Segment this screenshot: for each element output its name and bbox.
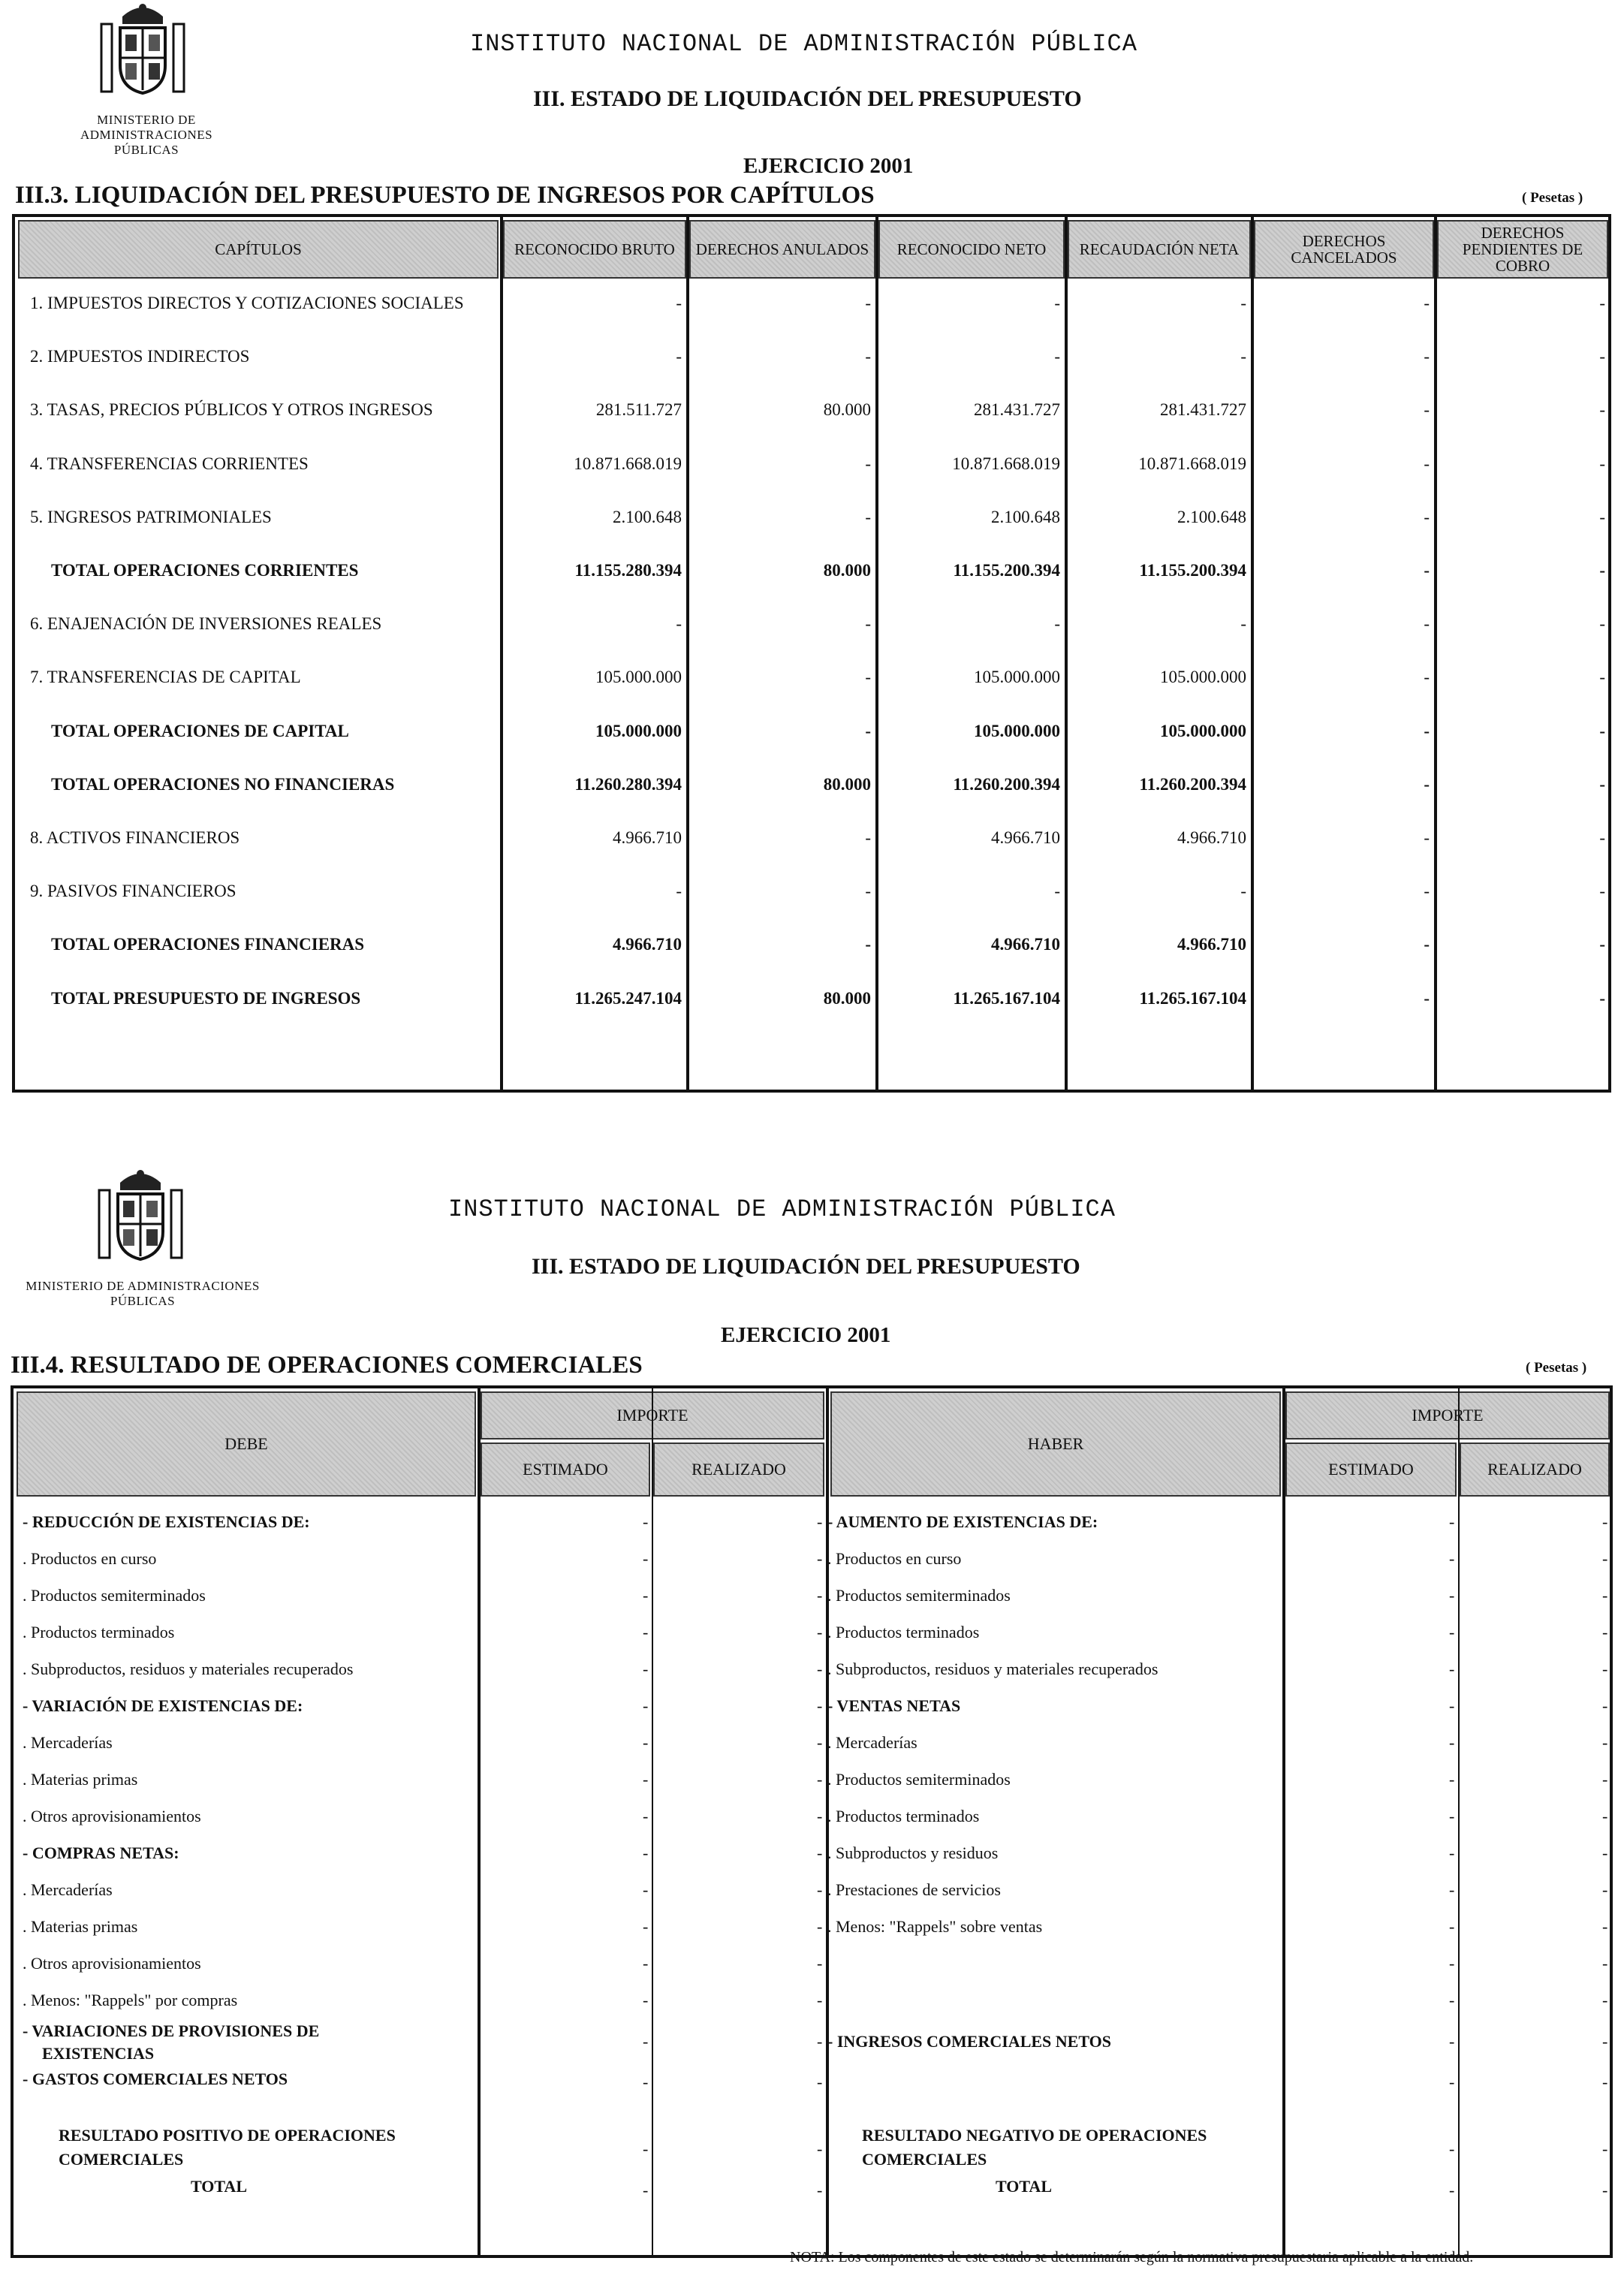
row-value: 11.265.167.104 xyxy=(1139,988,1246,1008)
row-value: - xyxy=(1599,882,1605,901)
amount-dash: - xyxy=(1602,1586,1608,1605)
row-value: - xyxy=(1599,614,1605,634)
header-realizado-debe: REALIZADO xyxy=(653,1442,824,1497)
amount-dash: - xyxy=(643,1696,649,1715)
row-value: - xyxy=(1240,347,1246,366)
amount-dash: - xyxy=(643,2032,649,2051)
amount-dash: - xyxy=(1602,1733,1608,1752)
amount-dash: - xyxy=(643,1807,649,1825)
header-debe: DEBE xyxy=(17,1391,476,1497)
row-value: 11.155.280.394 xyxy=(574,561,682,580)
debe-item: . Productos en curso xyxy=(23,1549,157,1568)
row-value: - xyxy=(1424,454,1430,473)
header-capitulos: CAPÍTULOS xyxy=(18,220,499,279)
amount-dash: - xyxy=(1602,1696,1608,1715)
header-haber: HABER xyxy=(830,1391,1281,1497)
debe-resultado: COMERCIALES xyxy=(59,2150,184,2169)
row-label: 1. IMPUESTOS DIRECTOS Y COTIZACIONES SOCIALES xyxy=(30,294,464,312)
amount-dash: - xyxy=(1449,2139,1455,2158)
amount-dash: - xyxy=(643,2073,649,2091)
table-row xyxy=(15,662,1608,692)
row-value: - xyxy=(1424,774,1430,794)
exercise-label: EJERCICIO 2001 xyxy=(743,154,914,178)
row-value: - xyxy=(865,347,871,366)
header-importe-haber: IMPORTE xyxy=(1285,1391,1610,1439)
row-value: 105.000.000 xyxy=(1160,721,1246,740)
amount-dash: - xyxy=(1449,1733,1455,1752)
amount-dash: - xyxy=(1449,1660,1455,1678)
haber-item: . Subproductos, residuos y materiales recuperados xyxy=(827,1660,1158,1678)
row-label: 7. TRANSFERENCIAS DE CAPITAL xyxy=(30,668,301,687)
income-chapters-table xyxy=(12,214,1611,1093)
amount-dash: - xyxy=(1449,1917,1455,1936)
row-value: - xyxy=(1424,882,1430,901)
row-value: - xyxy=(1599,400,1605,420)
amount-dash: - xyxy=(643,1586,649,1605)
header-recaudacion-neta: RECAUDACIÓN NETA xyxy=(1068,220,1251,279)
haber-item: - AUMENTO DE EXISTENCIAS DE: xyxy=(827,1512,1098,1531)
row-value: 80.000 xyxy=(823,774,871,794)
row-label: TOTAL OPERACIONES FINANCIERAS xyxy=(51,935,365,954)
row-value: 4.966.710 xyxy=(613,828,682,847)
amount-dash: - xyxy=(1602,1660,1608,1678)
amount-dash: - xyxy=(643,1880,649,1899)
row-label: TOTAL OPERACIONES DE CAPITAL xyxy=(51,721,349,740)
amount-dash: - xyxy=(1449,1549,1455,1568)
row-value: - xyxy=(865,882,871,901)
table-row xyxy=(15,555,1608,585)
debe-item: . Otros aprovisionamientos xyxy=(23,1954,201,1973)
row-label: 5. INGRESOS PATRIMONIALES xyxy=(30,507,272,526)
row-value: - xyxy=(1424,988,1430,1008)
column-divider xyxy=(1458,1388,1460,2255)
amount-dash: - xyxy=(1602,1917,1608,1936)
header-realizado-haber: REALIZADO xyxy=(1460,1442,1610,1497)
amount-dash: - xyxy=(1449,2181,1455,2199)
haber-item: . Productos en curso xyxy=(827,1549,962,1568)
haber-total: TOTAL xyxy=(996,2177,1052,2196)
amount-dash: - xyxy=(1449,2032,1455,2051)
table-row xyxy=(15,716,1608,746)
amount-dash: - xyxy=(817,2032,823,2051)
row-label: 9. PASIVOS FINANCIEROS xyxy=(30,882,237,901)
amount-dash: - xyxy=(817,1696,823,1715)
row-value: - xyxy=(1424,828,1430,847)
amount-dash: - xyxy=(817,1623,823,1641)
debe-gastos: - GASTOS COMERCIALES NETOS xyxy=(23,2070,288,2088)
row-value: - xyxy=(865,828,871,847)
amount-dash: - xyxy=(643,1843,649,1862)
debe-provisiones: EXISTENCIAS xyxy=(42,2044,155,2063)
row-value: - xyxy=(1424,347,1430,366)
row-label: 6. ENAJENACIÓN DE INVERSIONES REALES xyxy=(30,614,382,634)
debe-item: . Mercaderías xyxy=(23,1880,113,1899)
table-row xyxy=(15,448,1608,478)
header-derechos-cancelados: DERECHOS CANCELADOS xyxy=(1254,220,1434,279)
haber-item: . Productos semiterminados xyxy=(827,1770,1011,1789)
amount-dash: - xyxy=(1602,1807,1608,1825)
row-value: 10.871.668.019 xyxy=(574,454,682,473)
amount-dash: - xyxy=(643,2139,649,2158)
row-value: - xyxy=(1599,561,1605,580)
amount-dash: - xyxy=(1449,1586,1455,1605)
exercise-label: EJERCICIO 2001 xyxy=(721,1323,891,1347)
amount-dash: - xyxy=(643,1770,649,1789)
amount-dash: - xyxy=(817,1954,823,1973)
debe-item: . Subproductos, residuos y materiales recuperados xyxy=(23,1660,354,1678)
state-title: III. ESTADO DE LIQUIDACIÓN DEL PRESUPUESTO xyxy=(532,1254,1080,1279)
amount-dash: - xyxy=(1602,2073,1608,2091)
row-value: - xyxy=(865,935,871,954)
amount-dash: - xyxy=(643,1733,649,1752)
ministry-line-1: MINISTERIO DE ADMINISTRACIONES xyxy=(80,113,213,142)
debe-item: . Otros aprovisionamientos xyxy=(23,1807,201,1825)
amount-dash: - xyxy=(817,1660,823,1678)
row-value: 2.100.648 xyxy=(991,507,1060,526)
haber-resultado: COMERCIALES xyxy=(862,2150,987,2169)
header-estimado-haber: ESTIMADO xyxy=(1285,1442,1457,1497)
header-importe-debe: IMPORTE xyxy=(481,1391,824,1439)
row-value: 4.966.710 xyxy=(1177,935,1246,954)
debe-resultado: RESULTADO POSITIVO DE OPERACIONES xyxy=(59,2126,396,2145)
amount-dash: - xyxy=(1602,1843,1608,1862)
amount-dash: - xyxy=(1602,1880,1608,1899)
amount-dash: - xyxy=(1449,1991,1455,2009)
row-value: - xyxy=(1424,294,1430,312)
currency-label: ( Pesetas ) xyxy=(1526,1360,1587,1376)
row-value: - xyxy=(865,454,871,473)
row-value: - xyxy=(865,507,871,526)
column-divider xyxy=(478,1388,481,2255)
debe-item: . Mercaderías xyxy=(23,1733,113,1752)
amount-dash: - xyxy=(817,1880,823,1899)
amount-dash: - xyxy=(817,1991,823,2009)
row-value: - xyxy=(1240,294,1246,312)
amount-dash: - xyxy=(643,1549,649,1568)
row-value: - xyxy=(865,614,871,634)
row-value: - xyxy=(1599,935,1605,954)
row-value: - xyxy=(1424,721,1430,740)
row-value: - xyxy=(1599,774,1605,794)
row-value: - xyxy=(1054,294,1060,312)
amount-dash: - xyxy=(817,1807,823,1825)
row-value: - xyxy=(1424,507,1430,526)
row-value: - xyxy=(1599,507,1605,526)
row-value: 11.260.200.394 xyxy=(953,774,1060,794)
amount-dash: - xyxy=(817,2181,823,2199)
currency-label: ( Pesetas ) xyxy=(1522,190,1583,206)
state-title: III. ESTADO DE LIQUIDACIÓN DEL PRESUPUESTO xyxy=(533,86,1082,111)
ministry-name xyxy=(23,1279,263,1309)
row-value: 11.155.200.394 xyxy=(1139,561,1246,580)
amount-dash: - xyxy=(643,1623,649,1641)
amount-dash: - xyxy=(1449,1880,1455,1899)
institute-title: INSTITUTO NACIONAL DE ADMINISTRACIÓN PÚBLICA xyxy=(448,1195,1116,1223)
coat-of-arms-icon xyxy=(92,1168,189,1265)
section-title: III.4. RESULTADO DE OPERACIONES COMERCIALES xyxy=(11,1352,643,1379)
header-reconocido-bruto: RECONOCIDO BRUTO xyxy=(503,220,686,279)
row-value: - xyxy=(1424,400,1430,420)
row-label: 2. IMPUESTOS INDIRECTOS xyxy=(30,347,250,366)
row-value: - xyxy=(1424,614,1430,634)
row-value: 10.871.668.019 xyxy=(952,454,1060,473)
amount-dash: - xyxy=(1449,1770,1455,1789)
amount-dash: - xyxy=(1449,1843,1455,1862)
amount-dash: - xyxy=(817,1733,823,1752)
amount-dash: - xyxy=(643,2181,649,2199)
row-value: 80.000 xyxy=(823,400,871,420)
row-value: 4.966.710 xyxy=(613,935,682,954)
amount-dash: - xyxy=(1602,2139,1608,2158)
table-row xyxy=(15,929,1608,959)
row-value: - xyxy=(676,882,682,901)
row-value: 10.871.668.019 xyxy=(1138,454,1246,473)
haber-item: . Prestaciones de servicios xyxy=(827,1880,1001,1899)
haber-item: . Productos semiterminados xyxy=(827,1586,1011,1605)
debe-item: - VARIACIÓN DE EXISTENCIAS DE: xyxy=(23,1696,303,1715)
amount-dash: - xyxy=(1602,1770,1608,1789)
amount-dash: - xyxy=(1449,1623,1455,1641)
amount-dash: - xyxy=(1602,2032,1608,2051)
haber-item: . Menos: "Rappels" sobre ventas xyxy=(827,1917,1043,1936)
table-row xyxy=(15,876,1608,906)
row-value: 11.260.200.394 xyxy=(1139,774,1246,794)
ministry-line-2: PÚBLICAS xyxy=(113,143,179,157)
row-value: - xyxy=(676,347,682,366)
amount-dash: - xyxy=(643,1512,649,1531)
amount-dash: - xyxy=(1602,1991,1608,2009)
row-value: 4.966.710 xyxy=(1177,828,1246,847)
amount-dash: - xyxy=(817,1917,823,1936)
row-value: - xyxy=(1424,561,1430,580)
debe-item: - COMPRAS NETAS: xyxy=(23,1843,179,1862)
row-value: - xyxy=(1599,668,1605,687)
commercial-operations-table xyxy=(11,1385,1613,2258)
row-value: - xyxy=(1424,935,1430,954)
amount-dash: - xyxy=(817,1512,823,1531)
header-pendientes-cobro: DERECHOS PENDIENTES DE COBRO xyxy=(1437,220,1608,279)
haber-item: . Mercaderías xyxy=(827,1733,917,1752)
amount-dash: - xyxy=(1602,1549,1608,1568)
ministry-name xyxy=(30,113,263,158)
row-value: 4.966.710 xyxy=(991,935,1060,954)
row-value: 80.000 xyxy=(823,561,871,580)
row-value: - xyxy=(1599,347,1605,366)
row-value: - xyxy=(1599,828,1605,847)
amount-dash: - xyxy=(1602,1512,1608,1531)
debe-provisiones: - VARIACIONES DE PROVISIONES DE xyxy=(23,2021,320,2040)
debe-item: . Productos semiterminados xyxy=(23,1586,206,1605)
haber-item: . Subproductos y residuos xyxy=(827,1843,999,1862)
row-value: 105.000.000 xyxy=(974,721,1060,740)
debe-item: . Materias primas xyxy=(23,1917,138,1936)
row-value: - xyxy=(676,614,682,634)
row-label: TOTAL OPERACIONES CORRIENTES xyxy=(51,561,359,580)
amount-dash: - xyxy=(1449,1512,1455,1531)
row-value: 281.431.727 xyxy=(974,400,1060,420)
amount-dash: - xyxy=(817,1549,823,1568)
institute-title: INSTITUTO NACIONAL DE ADMINISTRACIÓN PÚBLICA xyxy=(470,30,1137,58)
row-value: 11.155.200.394 xyxy=(953,561,1060,580)
amount-dash: - xyxy=(817,2139,823,2158)
amount-dash: - xyxy=(643,1991,649,2009)
row-value: 11.265.247.104 xyxy=(574,988,682,1008)
haber-item: . Productos terminados xyxy=(827,1623,980,1641)
column-divider xyxy=(1282,1388,1285,2255)
ministry-line-2: PÚBLICAS xyxy=(110,1294,176,1308)
debe-item: . Materias primas xyxy=(23,1770,138,1789)
row-value: - xyxy=(1599,294,1605,312)
section-title: III.3. LIQUIDACIÓN DEL PRESUPUESTO DE INGRESOS POR CAPÍTULOS xyxy=(15,182,875,209)
debe-item: - REDUCCIÓN DE EXISTENCIAS DE: xyxy=(23,1512,310,1531)
haber-ingresos: - INGRESOS COMERCIALES NETOS xyxy=(827,2032,1111,2051)
footnote: NOTA: Los componentes de este estado se determinarán según la normativa presupuestaria aplicable a la entidad. xyxy=(790,2249,1474,2265)
table-row xyxy=(15,502,1608,532)
table-row xyxy=(15,983,1608,1013)
column-divider xyxy=(652,1388,653,2255)
amount-dash: - xyxy=(1602,2181,1608,2199)
row-value: 80.000 xyxy=(823,988,871,1008)
row-value: 105.000.000 xyxy=(595,668,682,687)
table-row xyxy=(15,822,1608,852)
debe-total: TOTAL xyxy=(191,2177,247,2196)
haber-item: . Productos terminados xyxy=(827,1807,980,1825)
row-value: - xyxy=(865,294,871,312)
debe-item: . Productos terminados xyxy=(23,1623,175,1641)
row-label: 4. TRANSFERENCIAS CORRIENTES xyxy=(30,454,309,473)
row-value: - xyxy=(1240,882,1246,901)
row-value: 105.000.000 xyxy=(1160,668,1246,687)
ministry-line-1: MINISTERIO DE ADMINISTRACIONES xyxy=(26,1279,260,1293)
row-value: - xyxy=(1424,668,1430,687)
row-value: 2.100.648 xyxy=(1177,507,1246,526)
header-reconocido-neto: RECONOCIDO NETO xyxy=(878,220,1065,279)
amount-dash: - xyxy=(817,1586,823,1605)
row-label: 3. TASAS, PRECIOS PÚBLICOS Y OTROS INGRESOS xyxy=(30,400,433,420)
amount-dash: - xyxy=(1449,1807,1455,1825)
row-value: 281.511.727 xyxy=(595,400,682,420)
row-value: - xyxy=(1240,614,1246,634)
row-value: 4.966.710 xyxy=(991,828,1060,847)
haber-resultado: RESULTADO NEGATIVO DE OPERACIONES xyxy=(862,2126,1207,2145)
amount-dash: - xyxy=(1449,1696,1455,1715)
row-value: 281.431.727 xyxy=(1160,400,1246,420)
amount-dash: - xyxy=(817,2073,823,2091)
amount-dash: - xyxy=(817,1770,823,1789)
coat-of-arms-icon xyxy=(94,2,191,99)
table-row xyxy=(15,394,1608,424)
row-value: - xyxy=(1054,614,1060,634)
row-value: 11.265.167.104 xyxy=(953,988,1060,1008)
amount-dash: - xyxy=(643,1660,649,1678)
amount-dash: - xyxy=(817,1843,823,1862)
row-value: - xyxy=(676,294,682,312)
row-value: - xyxy=(1054,882,1060,901)
amount-dash: - xyxy=(643,1954,649,1973)
row-value: 105.000.000 xyxy=(595,721,682,740)
table-row xyxy=(15,341,1608,371)
row-value: - xyxy=(1054,347,1060,366)
amount-dash: - xyxy=(1602,1623,1608,1641)
table-row xyxy=(15,608,1608,638)
row-value: 11.260.280.394 xyxy=(574,774,682,794)
amount-dash: - xyxy=(643,1917,649,1936)
header-estimado-debe: ESTIMADO xyxy=(481,1442,650,1497)
table-row xyxy=(15,769,1608,799)
row-label: TOTAL OPERACIONES NO FINANCIERAS xyxy=(51,774,395,794)
row-label: TOTAL PRESUPUESTO DE INGRESOS xyxy=(51,988,361,1008)
row-label: 8. ACTIVOS FINANCIEROS xyxy=(30,828,240,847)
row-value: 2.100.648 xyxy=(613,507,682,526)
haber-item: - VENTAS NETAS xyxy=(827,1696,961,1715)
row-value: 105.000.000 xyxy=(974,668,1060,687)
row-value: - xyxy=(1599,454,1605,473)
table-row xyxy=(15,288,1608,318)
header-derechos-anulados: DERECHOS ANULADOS xyxy=(689,220,875,279)
row-value: - xyxy=(1599,988,1605,1008)
row-value: - xyxy=(865,668,871,687)
amount-dash: - xyxy=(1449,2073,1455,2091)
row-value: - xyxy=(1599,721,1605,740)
debe-item: . Menos: "Rappels" por compras xyxy=(23,1991,238,2009)
amount-dash: - xyxy=(1449,1954,1455,1973)
row-value: - xyxy=(865,721,871,740)
amount-dash: - xyxy=(1602,1954,1608,1973)
